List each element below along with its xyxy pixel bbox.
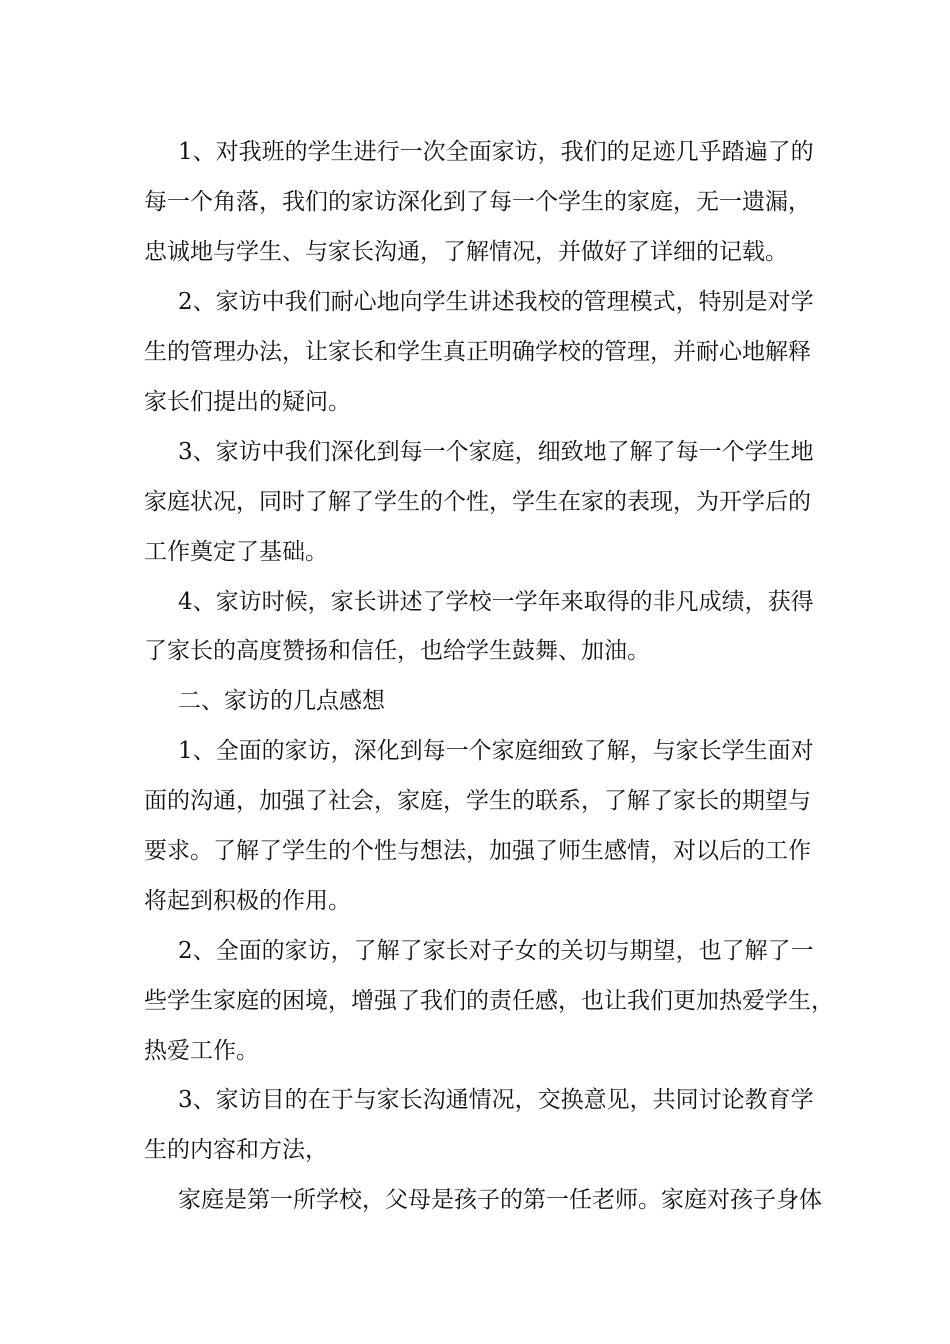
text-line: 了家长的高度赞扬和信任，也给学生鼓舞、加油。	[144, 638, 650, 664]
text-line: 1、全面的家访，深化到每一个家庭细致了解，与家长学生面对	[178, 738, 814, 764]
text-line: 些学生家庭的困境，增强了我们的责任感，也让我们更加热爱学生，	[144, 988, 834, 1014]
text-line: 家庭是第一所学校，父母是孩子的第一任老师。家庭对孩子身体	[178, 1187, 822, 1213]
text-line: 忠诚地与学生、与家长沟通，了解情况，并做好了详细的记载。	[144, 239, 788, 265]
text-line: 家长们提出的疑问。	[144, 389, 351, 415]
text-line: 生的内容和方法，	[144, 1137, 328, 1163]
text-line: 2、全面的家访，了解了家长对子女的关切与期望，也了解了一	[178, 938, 814, 964]
text-line: 4、家访时候，家长讲述了学校一学年来取得的非凡成绩，获得	[178, 589, 814, 615]
text-line: 热爱工作。	[144, 1038, 259, 1064]
text-line: 家庭状况，同时了解了学生的个性，学生在家的表现，为开学后的	[144, 489, 811, 515]
text-line: 3、家访中我们深化到每一个家庭，细致地了解了每一个学生地	[178, 439, 814, 465]
text-line: 3、家访目的在于与家长沟通情况，交换意见，共同讨论教育学	[178, 1087, 814, 1113]
text-line: 每一个角落，我们的家访深化到了每一个学生的家庭，无一遗漏，	[144, 189, 811, 215]
text-line: 工作奠定了基础。	[144, 539, 328, 565]
text-line: 1、对我班的学生进行一次全面家访，我们的足迹几乎踏遍了的	[178, 139, 814, 165]
text-line: 2、家访中我们耐心地向学生讲述我校的管理模式，特别是对学	[178, 289, 814, 315]
text-line: 将起到积极的作用。	[144, 888, 351, 914]
text-line: 面的沟通，加强了社会，家庭，学生的联系，了解了家长的期望与	[144, 788, 811, 814]
text-line: 要求。了解了学生的个性与想法，加强了师生感情，对以后的工作	[144, 838, 811, 864]
section-heading: 二、家访的几点感想	[178, 688, 385, 714]
text-line: 生的管理办法，让家长和学生真正明确学校的管理，并耐心地解释	[144, 339, 811, 365]
